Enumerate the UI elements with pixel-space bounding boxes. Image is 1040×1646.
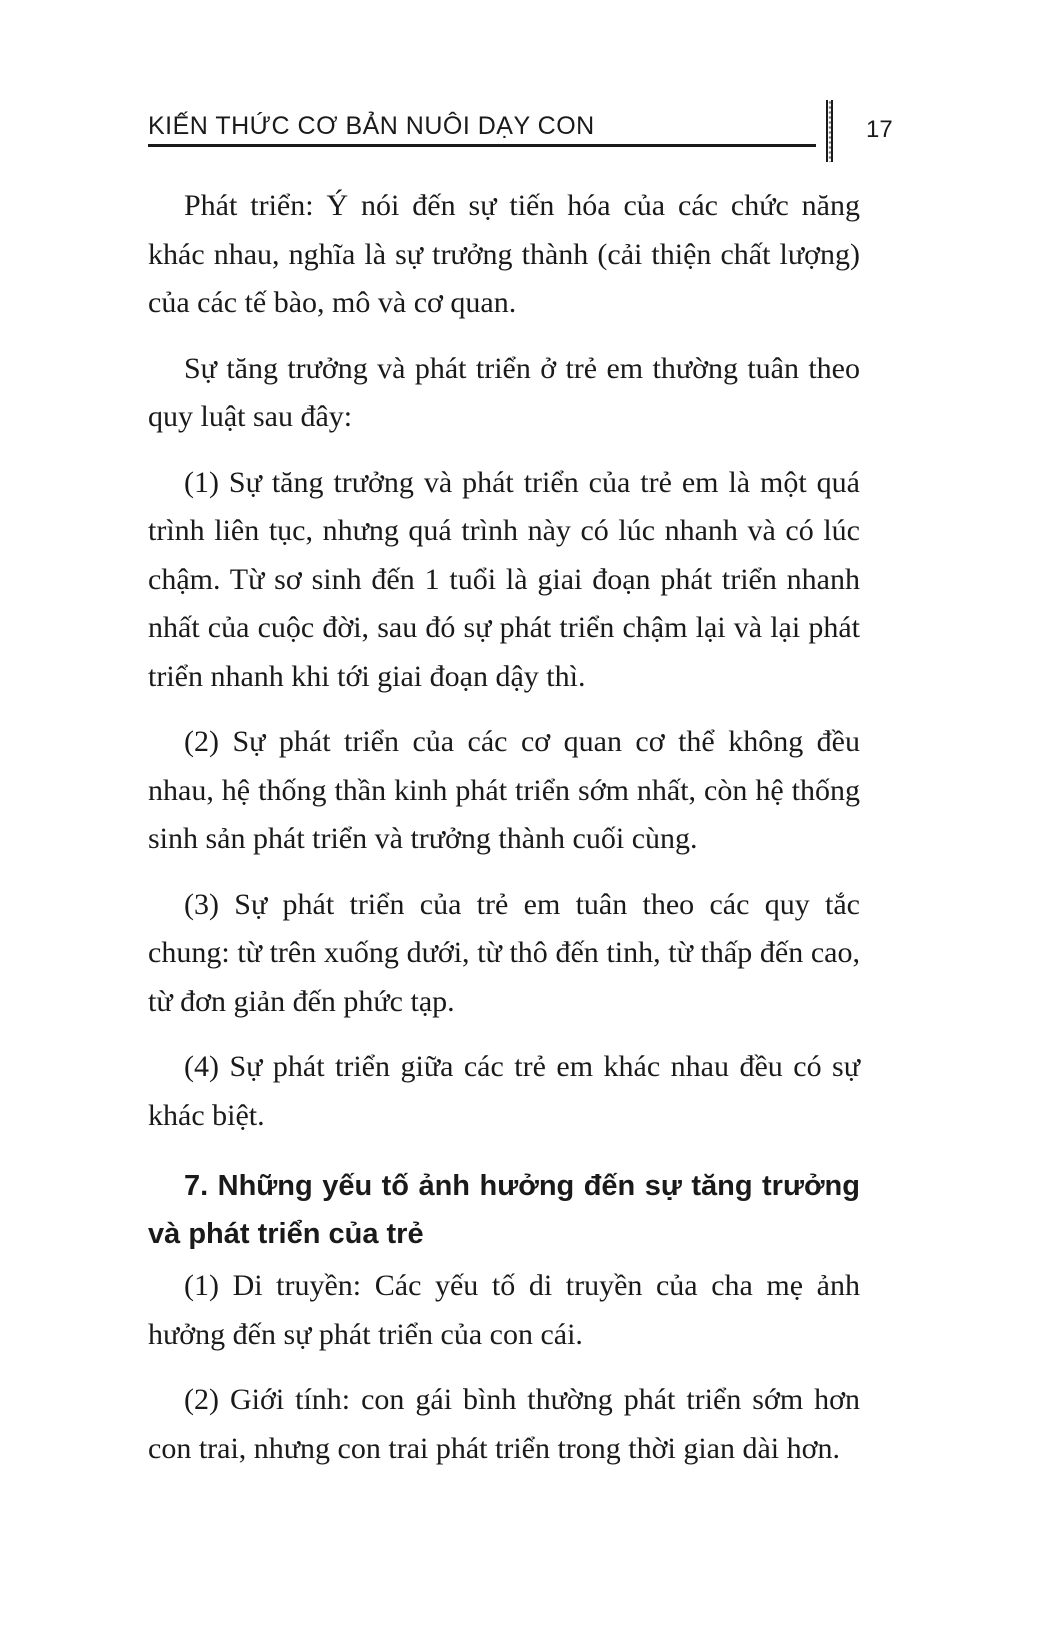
paragraph-rule-1: (1) Sự tăng trưởng và phát triển của trẻ em là một quá trình liên tục, nhưng quá trình này có lúc nhanh và có lúc chậm. Từ sơ sinh đến 1 tuổi là giai đoạn phát triển nhanh nhất của cuộc đời, sau đó sự phát triển chậm lại và lại phát triển nhanh khi tới giai đoạn dậy thì. [148,465,860,693]
paragraph-rule-2: (2) Sự phát triển của các cơ quan cơ thể không đều nhau, hệ thống thần kinh phát triển sớm nhất, còn hệ thống sinh sản phát triển và trưởng thành cuối cùng. [148,725,860,855]
paragraph-rule-4: (4) Sự phát triển giữa các trẻ em khác nhau đều có sự khác biệt. [148,1050,860,1132]
paragraph-rule-3: (3) Sự phát triển của trẻ em tuân theo các quy tắc chung: từ trên xuống dưới, từ thô đến tinh, từ thấp đến cao, từ đơn giản đến phức tạp. [148,887,860,1018]
paragraph-factor-gender: (2) Giới tính: con gái bình thường phát triển sớm hơn con trai, nhưng con trai phát triển trong thời gian dài hơn. [148,1383,860,1465]
paragraph-factor-heredity: (1) Di truyền: Các yếu tố di truyền của cha mẹ ảnh hưởng đến sự phát triển của con cái. [148,1269,860,1351]
ornament-bar-right [831,100,833,162]
running-header [148,108,1040,168]
header-ornament [824,100,836,162]
running-header-title: KIẾN THỨC CƠ BẢN NUÔI DẠY CON [148,112,595,140]
ornament-bar-left [826,100,828,162]
page-content [148,182,860,1490]
paragraph-development-definition: Phát triển: Ý nói đến sự tiến hóa của các chức năng khác nhau, nghĩa là sự trưởng thành (cải thiện chất lượng) của các tế bào, mô và cơ quan. [148,189,860,319]
page-number: 17 [866,116,893,143]
header-rule [148,144,816,147]
paragraph-growth-rules-intro: Sự tăng trưởng và phát triển ở trẻ em thường tuân theo quy luật sau đây: [148,351,860,433]
section-heading: 7. Những yếu tố ảnh hưởng đến sự tăng trưởng và phát triển của trẻ [148,1170,860,1250]
